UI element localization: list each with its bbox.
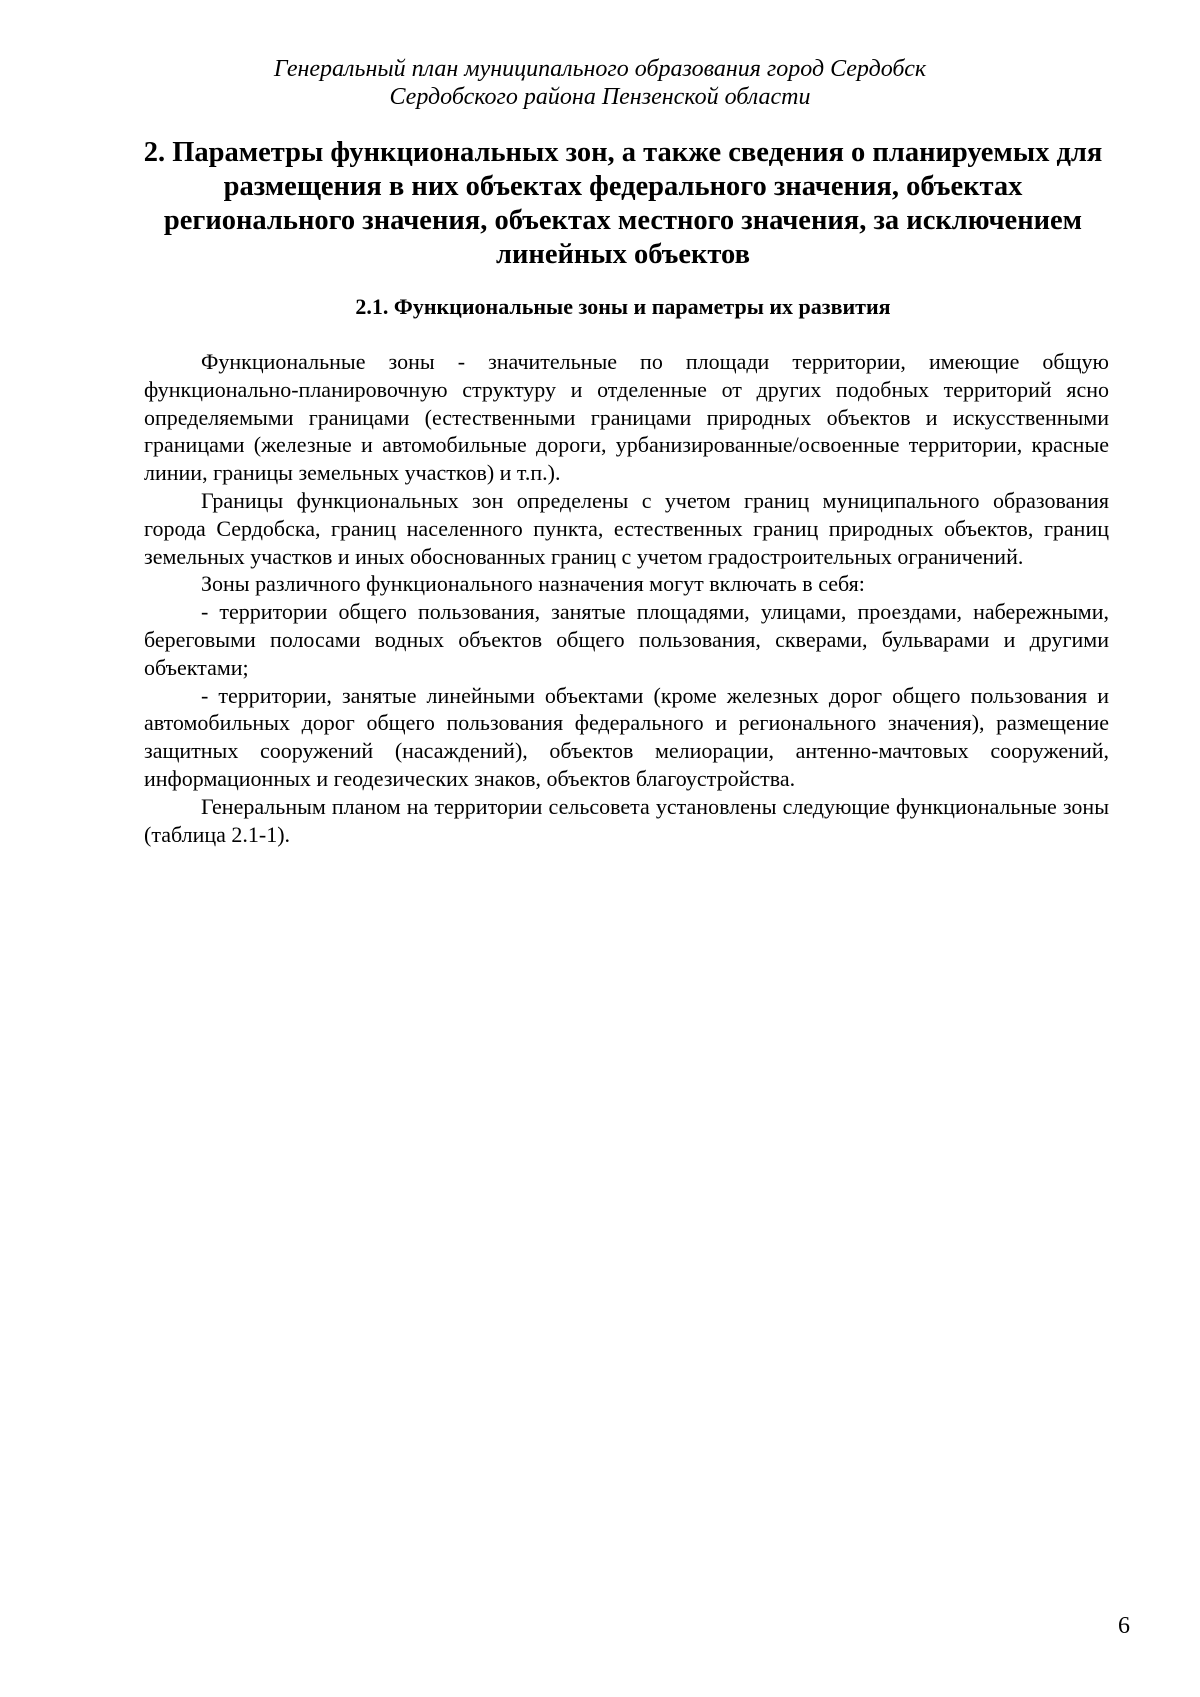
body-paragraph: Функциональные зоны - значительные по площади территории, имеющие общую функционально-планировочную структуру и отделенные от других подобных территорий ясно определяемыми границами (естественными границами природных объектов и искусственными границами (железные и автомобильные дороги, урбанизированные/освоенные территории, красные линии, границы земельных участков) и т.п.).: [144, 349, 1109, 486]
body-text: [144, 348, 1109, 848]
running-header-line-2: Сердобского района Пензенской области: [389, 84, 811, 110]
body-list-item: - территории, занятые линейными объектами (кроме железных дорог общего пользования и автомобильных дорог общего пользования федерального и регионального значения), размещение защитных сооружений (насаждений), объектов мелиорации, антенно-мачтовых сооружений, информационных и геодезических знаков, объектов благоустройства.: [144, 682, 1109, 791]
running-header: [0, 55, 1200, 111]
body-paragraph: Границы функциональных зон определены с учетом границ муниципального образования города Сердобска, границ населенного пункта, естественных границ природных объектов, границ земельных участков и иных обоснованных границ с учетом градостроительных ограничений.: [144, 487, 1109, 569]
section-title: 2. Параметры функциональных зон, а также сведения о планируемых для размещения в них объектах федерального значения, объектах регионального значения, объектах местного значения, за исключением линейных объектов: [143, 137, 1103, 270]
body-list-item: - территории общего пользования, занятые площадями, улицами, проездами, набережными, береговыми полосами водных объектов общего пользования, скверами, бульварами и другими объектами;: [144, 599, 1109, 680]
running-header-line-1: Генеральный план муниципального образования город Сердобск: [273, 56, 927, 82]
page-number: 6: [1118, 1613, 1130, 1639]
body-paragraph: Зоны различного функционального назначения могут включать в себя:: [201, 571, 865, 597]
subsection-title: 2.1. Функциональные зоны и параметры их развития: [355, 294, 891, 319]
body-paragraph: Генеральным планом на территории сельсовета установлены следующие функциональные зоны (таблица 2.1-1).: [144, 793, 1109, 847]
